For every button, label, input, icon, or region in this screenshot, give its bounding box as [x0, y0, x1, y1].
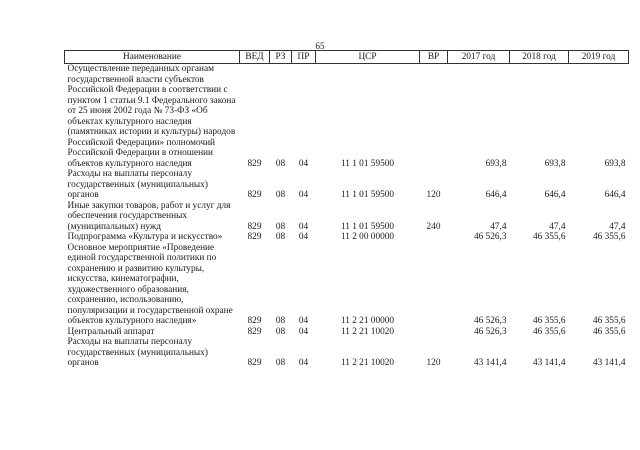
row-vr — [420, 243, 448, 327]
row-2018: 46 355,6 — [532, 232, 566, 242]
row-csr: 11 2 00 00000 — [340, 232, 395, 242]
row-pr: 04 — [298, 221, 309, 232]
row-name: Расходы на выплаты персоналу государственных (муниципальных) органов — [67, 169, 208, 200]
column-header-pr: ПР — [292, 51, 316, 64]
row-pr: 04 — [298, 358, 309, 368]
row-ved: 829 — [247, 158, 262, 169]
row-2017: 47,4 — [490, 221, 507, 232]
table-row — [65, 232, 629, 243]
row-vr — [420, 64, 448, 170]
row-vr: 240 — [426, 221, 441, 232]
column-header-csr: ЦСР — [316, 51, 420, 64]
row-vr — [420, 327, 448, 338]
column-header-2019: 2019 год — [569, 51, 629, 64]
row-2018: 46 355,6 — [532, 316, 566, 326]
table-row — [65, 201, 629, 233]
column-header-2017: 2017 год — [448, 51, 510, 64]
row-rz: 08 — [275, 316, 286, 326]
row-2018: 646,4 — [544, 190, 566, 200]
row-2017: 46 526,3 — [473, 316, 507, 326]
row-rz: 08 — [275, 190, 286, 200]
row-2017: 46 526,3 — [473, 326, 507, 337]
row-ved: 829 — [247, 221, 262, 232]
row-2018: 43 141,4 — [532, 358, 566, 368]
row-rz: 08 — [275, 358, 286, 368]
row-rz: 08 — [275, 232, 286, 242]
row-pr: 04 — [298, 326, 309, 337]
row-2017: 693,8 — [485, 158, 507, 169]
column-header-name: Наименование — [65, 51, 240, 64]
row-2017: 646,4 — [485, 190, 507, 200]
row-name: Центральный аппарат — [67, 326, 155, 337]
row-name: Подпрограмма «Культура и искусство» — [67, 232, 223, 242]
row-2018: 47,4 — [549, 221, 566, 232]
row-2018: 693,8 — [544, 158, 566, 169]
row-ved: 829 — [247, 232, 262, 242]
row-2019: 46 355,6 — [592, 232, 626, 242]
table-row — [65, 169, 629, 201]
row-2017: 46 526,3 — [473, 232, 507, 242]
column-header-rz: РЗ — [270, 51, 292, 64]
table-row — [65, 243, 629, 327]
row-pr: 04 — [298, 316, 309, 326]
row-name: Иные закупки товаров, работ и услуг для обеспечения государственных (муниципальных) нужд — [67, 200, 231, 232]
row-csr: 11 2 21 10020 — [340, 326, 395, 337]
row-2019: 693,8 — [604, 158, 626, 169]
row-pr: 04 — [298, 232, 309, 242]
row-name: Осуществление переданных органам государственной власти субъектов Российской Федерации в соответствии с пунктом 1 статьи 9.1 Федерального закона от 25 июня 2002 года № 73-ФЗ «Об объектах культурного наследия (памятниках истории и культуры) народов Российской Федерации» полномочий Российской Федерации в отношении объектов культурного наследия — [67, 64, 236, 169]
row-ved: 829 — [247, 190, 262, 200]
column-header-ved: ВЕД — [240, 51, 270, 64]
row-2018: 46 355,6 — [532, 326, 566, 337]
row-csr: 11 2 21 10020 — [340, 358, 395, 368]
row-vr — [420, 232, 448, 243]
row-2019: 646,4 — [604, 190, 626, 200]
budget-table — [64, 50, 629, 369]
row-pr: 04 — [298, 190, 309, 200]
row-vr: 120 — [426, 190, 441, 200]
table-row — [65, 337, 629, 369]
page-number: 65 — [315, 41, 325, 51]
row-rz: 08 — [275, 221, 286, 232]
column-header-vr: ВР — [420, 51, 448, 64]
row-rz: 08 — [275, 158, 286, 169]
table-header-row — [65, 51, 629, 64]
row-2019: 46 355,6 — [592, 326, 626, 337]
row-csr: 11 2 21 00000 — [340, 316, 395, 326]
row-csr: 11 1 01 59500 — [340, 190, 395, 200]
row-name: Расходы на выплаты персоналу государственных (муниципальных) органов — [67, 337, 208, 368]
row-vr: 120 — [426, 358, 441, 368]
row-2019: 43 141,4 — [592, 358, 626, 368]
row-ved: 829 — [247, 358, 262, 368]
column-header-2018: 2018 год — [510, 51, 569, 64]
row-ved: 829 — [247, 326, 262, 337]
row-pr: 04 — [298, 158, 309, 169]
row-2017: 43 141,4 — [473, 358, 507, 368]
table-row — [65, 327, 629, 338]
row-csr: 11 1 01 59500 — [340, 221, 395, 232]
row-rz: 08 — [275, 326, 286, 337]
row-ved: 829 — [247, 316, 262, 326]
row-2019: 47,4 — [609, 221, 626, 232]
row-name: Основное мероприятие «Проведение единой государственной политики по сохранению и развитию культуры, искусства, кинематографии, художественного образования, сохранению, использованию, популяризации и государственной охране объектов культурного наследия» — [67, 242, 233, 326]
row-2019: 46 355,6 — [592, 316, 626, 326]
row-csr: 11 1 01 59500 — [340, 158, 395, 169]
table-row — [65, 64, 629, 170]
